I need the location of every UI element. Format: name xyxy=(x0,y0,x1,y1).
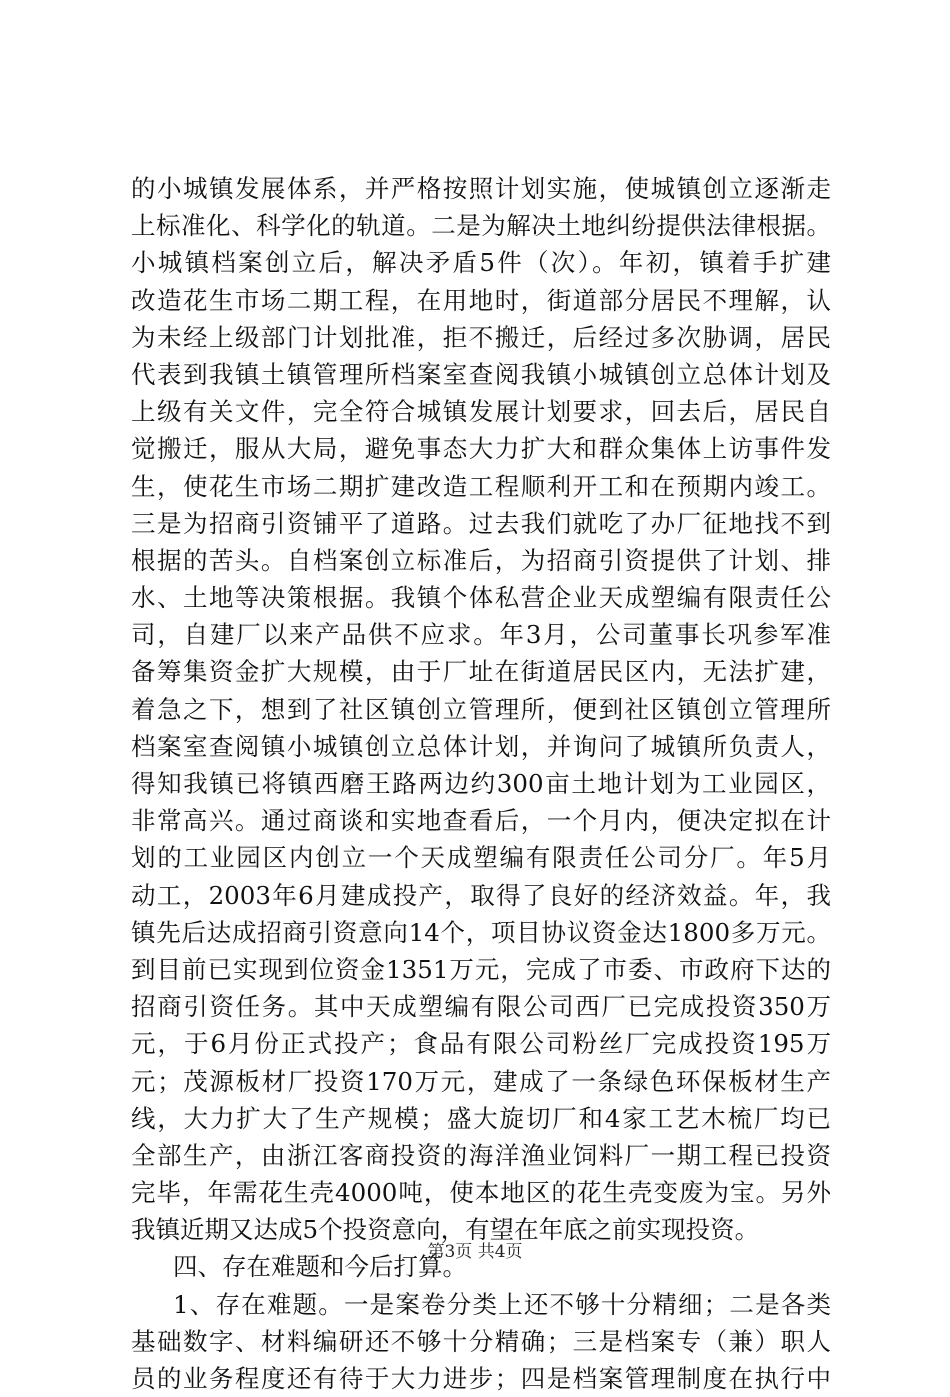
text-line: 划的工业园区内创立一个天成塑编有限责任公司分厂。年5月 xyxy=(131,843,831,873)
text-line: 非常高兴。通过商谈和实地查看后，一个月内，便决定拟在计 xyxy=(131,806,831,836)
text-line: 基础数字、材料编研还不够十分精确；三是档案专（兼）职人 xyxy=(131,1326,831,1356)
text-line: 为未经上级部门计划批准，拒不搬迁，后经过多次胁调，居民 xyxy=(131,322,831,352)
text-line: 改造花生市场二期工程，在用地时，街道部分居民不理解，认 xyxy=(131,285,831,315)
text-line: 元；茂源板材厂投资170万元，建成了一条绿色环保板材生产 xyxy=(131,1066,831,1096)
text-line: 元，于6月份正式投产；食品有限公司粉丝厂完成投资195万 xyxy=(131,1029,831,1059)
text-line: 生，使花生市场二期扩建改造工程顺利开工和在预期内竣工。 xyxy=(131,471,831,501)
text-line: 代表到我镇土镇管理所档案室查阅我镇小城镇创立总体计划及 xyxy=(131,359,831,389)
text-line: 员的业务程度还有待于大力进步；四是档案管理制度在执行中 xyxy=(131,1364,831,1393)
text-line: 线，大力扩大了生产规模；盛大旋切厂和4家工艺木梳厂均已 xyxy=(131,1103,831,1133)
text-line: 档案室查阅镇小城镇创立总体计划，并询问了城镇所负责人， xyxy=(131,731,831,761)
text-line: 司，自建厂以来产品供不应求。年3月，公司董事长巩参军准 xyxy=(131,620,831,650)
text-line: 根据的苦头。自档案创立标准后，为招商引资提供了计划、排 xyxy=(131,545,831,575)
text-line: 招商引资任务。其中天成塑编有限公司西厂已完成投资350万 xyxy=(131,992,831,1022)
text-line: 小城镇档案创立后，解决矛盾5件（次）。年初，镇着手扩建 xyxy=(131,248,831,278)
text-line: 我镇近期又达成5个投资意向，有望在年底之前实现投资。 xyxy=(131,1215,760,1245)
text-line: 镇先后达成招商引资意向14个，项目协议资金达1800多万元。 xyxy=(131,917,831,947)
text-line: 到目前已实现到位资金1351万元，完成了市委、市政府下达的 xyxy=(131,954,831,984)
text-line: 动工，2003年6月建成投产，取得了良好的经济效益。年，我 xyxy=(131,880,831,910)
text-line: 得知我镇已将镇西磨王路两边约300亩土地计划为工业园区， xyxy=(131,769,831,798)
text-line: 上标准化、科学化的轨道。二是为解决土地纠纷提供法律根据。 xyxy=(131,211,831,241)
body-text xyxy=(131,170,831,1397)
text-line: 备筹集资金扩大规模，由于厂址在街道居民区内，无法扩建， xyxy=(131,657,831,687)
text-line: 觉搬迁，服从大局，避免事态大力扩大和群众集体上访事件发 xyxy=(131,434,831,464)
text-line: 1、存在难题。一是案卷分类上还不够十分精细；二是各类 xyxy=(173,1289,831,1319)
text-line: 全部生产，由浙江客商投资的海洋渔业饲料厂一期工程已投资 xyxy=(131,1140,831,1170)
section-heading: 四、存在难题和今后打算。 xyxy=(173,1252,467,1282)
text-line: 完毕，年需花生壳4000吨，使本地区的花生壳变废为宝。另外 xyxy=(131,1178,831,1208)
text-line: 的小城镇发展体系，并严格按照计划实施，使城镇创立逐渐走 xyxy=(131,174,831,203)
text-line: 三是为招商引资铺平了道路。过去我们就吃了办厂征地找不到 xyxy=(131,508,831,538)
text-line: 水、土地等决策根据。我镇个体私营企业天成塑编有限责任公 xyxy=(131,583,831,613)
text-line: 上级有关文件，完全符合城镇发展计划要求，回去后，居民自 xyxy=(131,397,831,427)
text-line: 着急之下，想到了社区镇创立管理所，便到社区镇创立管理所 xyxy=(131,694,831,724)
page-number-footer: 第3页 共4页 xyxy=(427,1242,523,1262)
